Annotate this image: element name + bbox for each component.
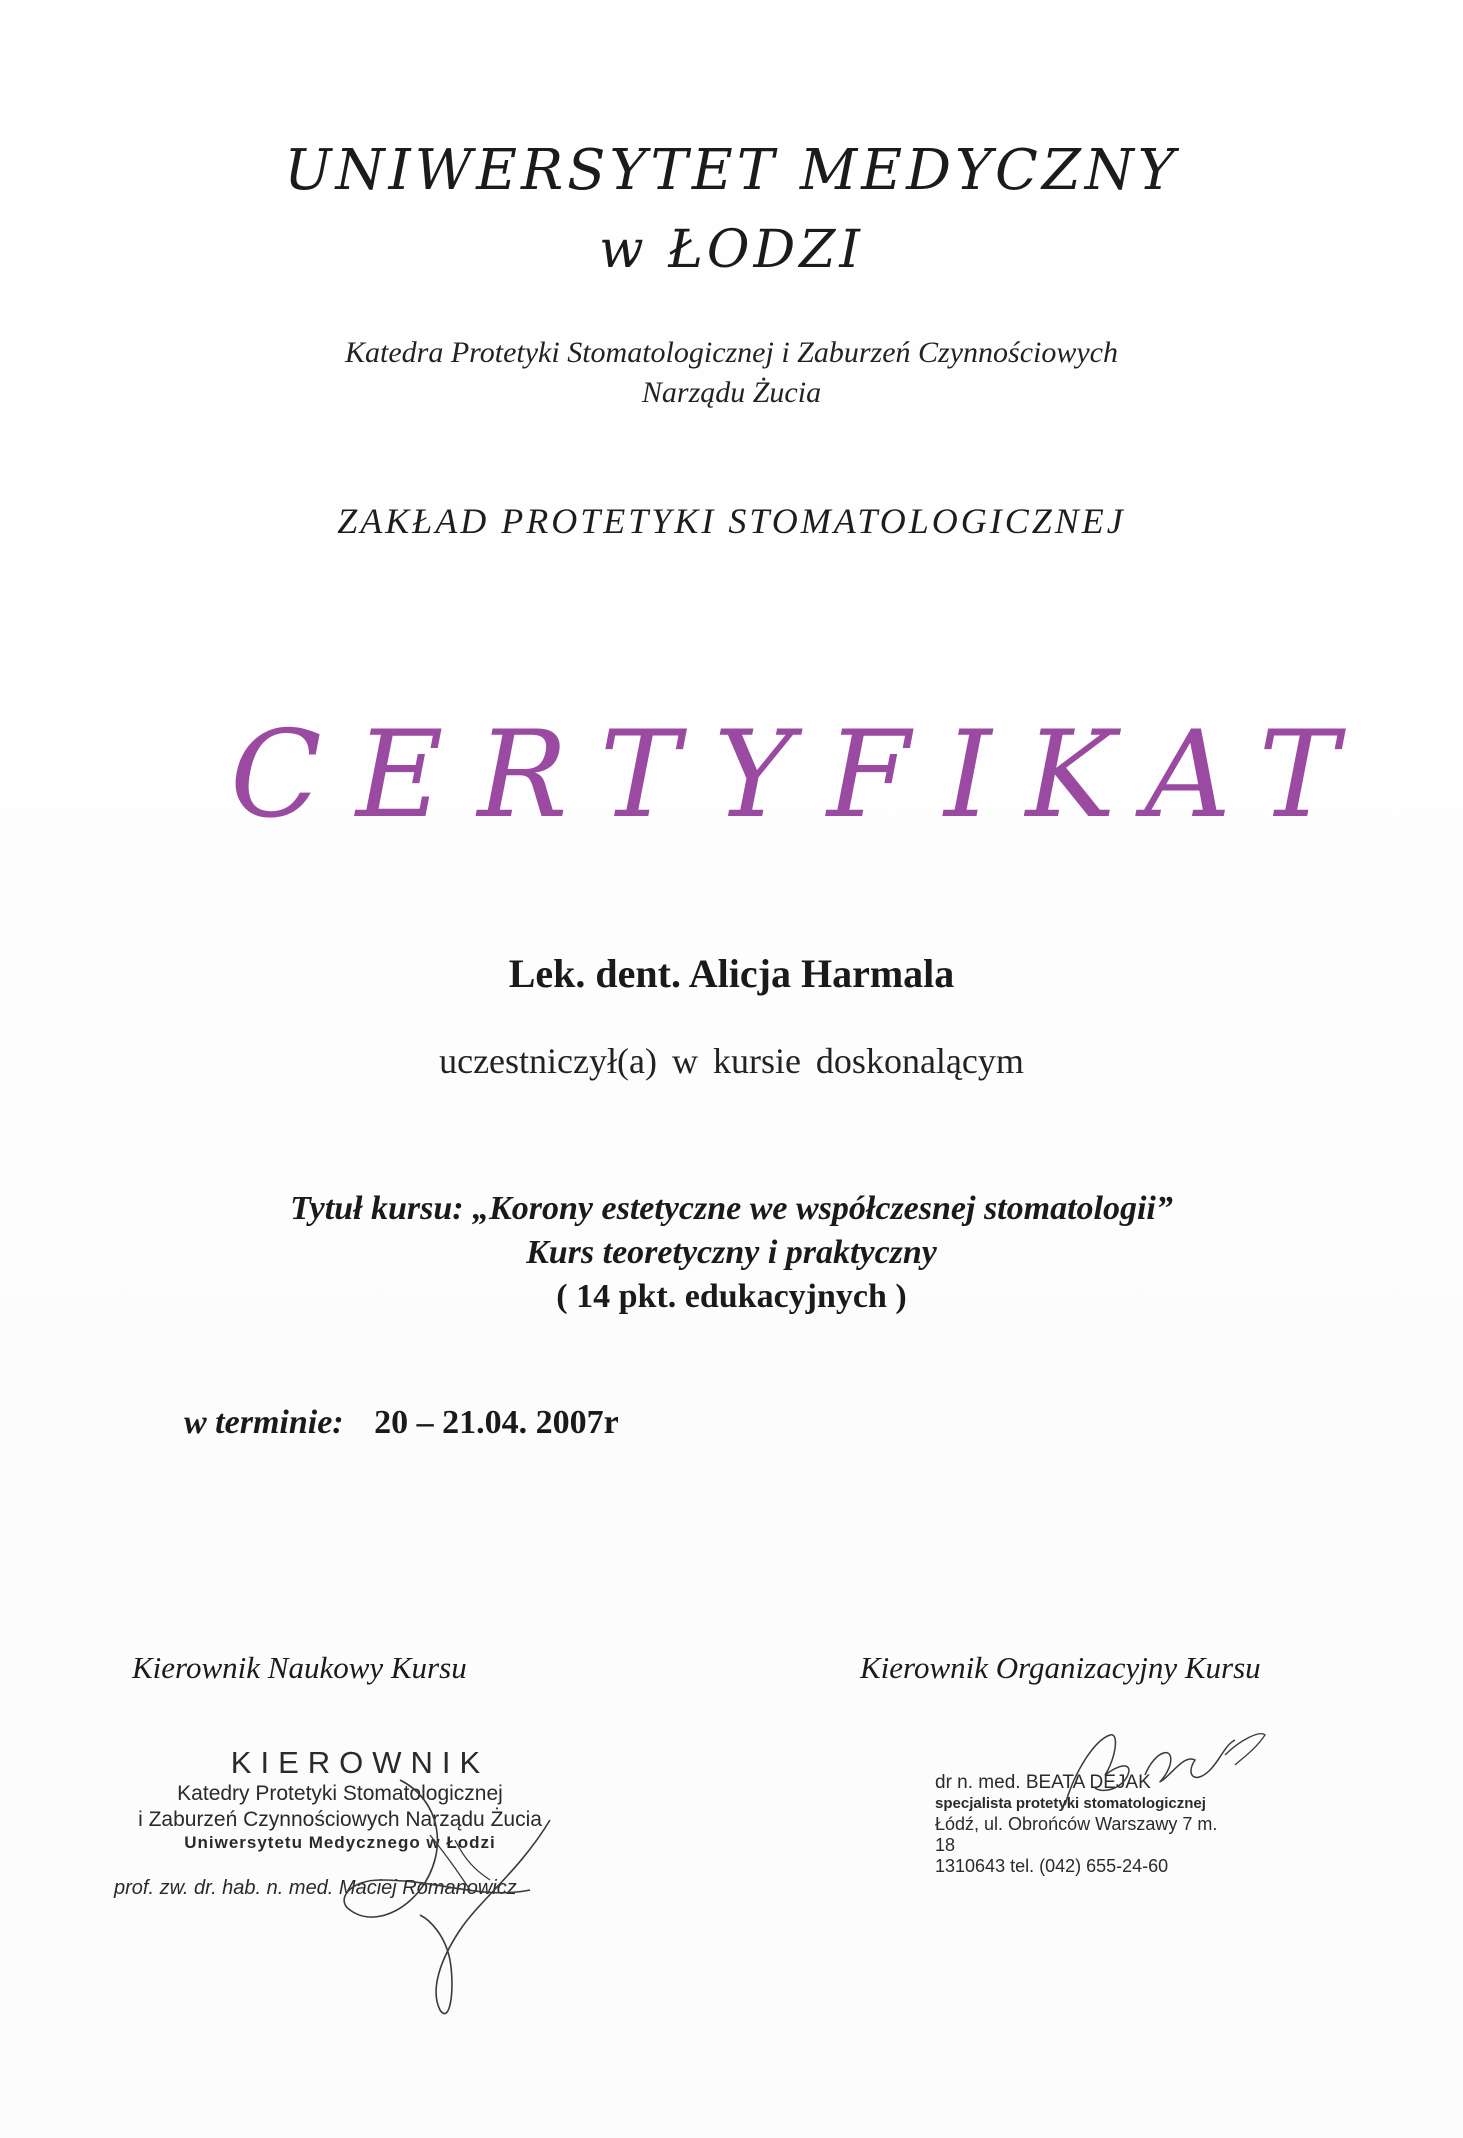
course-type: Kurs teoretyczny i praktyczny <box>526 1234 937 1271</box>
term-label: w terminie: <box>184 1404 344 1441</box>
stamp-signer: prof. zw. dr. hab. n. med. Maciej Romanowicz <box>114 1877 517 1899</box>
participation-text: uczestniczył(a) w kursie doskonalącym <box>439 1041 1024 1081</box>
division-name: ZAKŁAD PROTETYKI STOMATOLOGICZNEJ <box>337 501 1126 541</box>
stamp-specialty: specjalista protetyki stomatologicznej <box>935 1795 1206 1812</box>
department-line2: Narządu Żucia <box>641 376 822 409</box>
stamp-line3: Uniwersytetu Medycznego w Łodzi <box>184 1833 496 1852</box>
stamp-head: KIEROWNIK <box>230 1745 490 1780</box>
scientific-director-title: Kierownik Naukowy Kursu <box>132 1650 467 1685</box>
stamp-doctor-name: dr n. med. BEATA DEJAK <box>935 1772 1151 1793</box>
term-value: 20 – 21.04. 2007r <box>374 1404 619 1441</box>
university-city: w ŁODZI <box>599 220 864 280</box>
recipient-name: Lek. dent. Alicja Harmala <box>508 951 955 996</box>
department-line1: Katedra Protetyki Stomatologicznej i Zaburzeń Czynnościowych <box>345 336 1118 369</box>
right-stamp <box>935 1772 1235 1877</box>
certificate-title: CERTYFIKAT <box>230 706 1373 845</box>
course-points: ( 14 pkt. edukacyjnych ) <box>556 1278 907 1315</box>
stamp-line2: i Zaburzeń Czynnościowych Narządu Żucia <box>138 1808 542 1831</box>
course-term <box>184 1404 619 1442</box>
organizational-director-title: Kierownik Organizacyjny Kursu <box>860 1650 1261 1685</box>
stamp-address: Łódź, ul. Obrońców Warszawy 7 m. 18 <box>935 1814 1218 1855</box>
stamp-id-phone: 1310643 tel. (042) 655-24-60 <box>935 1856 1169 1876</box>
stamp-line1: Katedry Protetyki Stomatologicznej <box>177 1782 503 1805</box>
left-stamp <box>110 1745 570 1900</box>
university-name: UNIWERSYTET MEDYCZNY <box>284 138 1179 203</box>
course-title: Tytuł kursu: „Korony estetyczne we współczesnej stomatologii” <box>290 1190 1173 1227</box>
